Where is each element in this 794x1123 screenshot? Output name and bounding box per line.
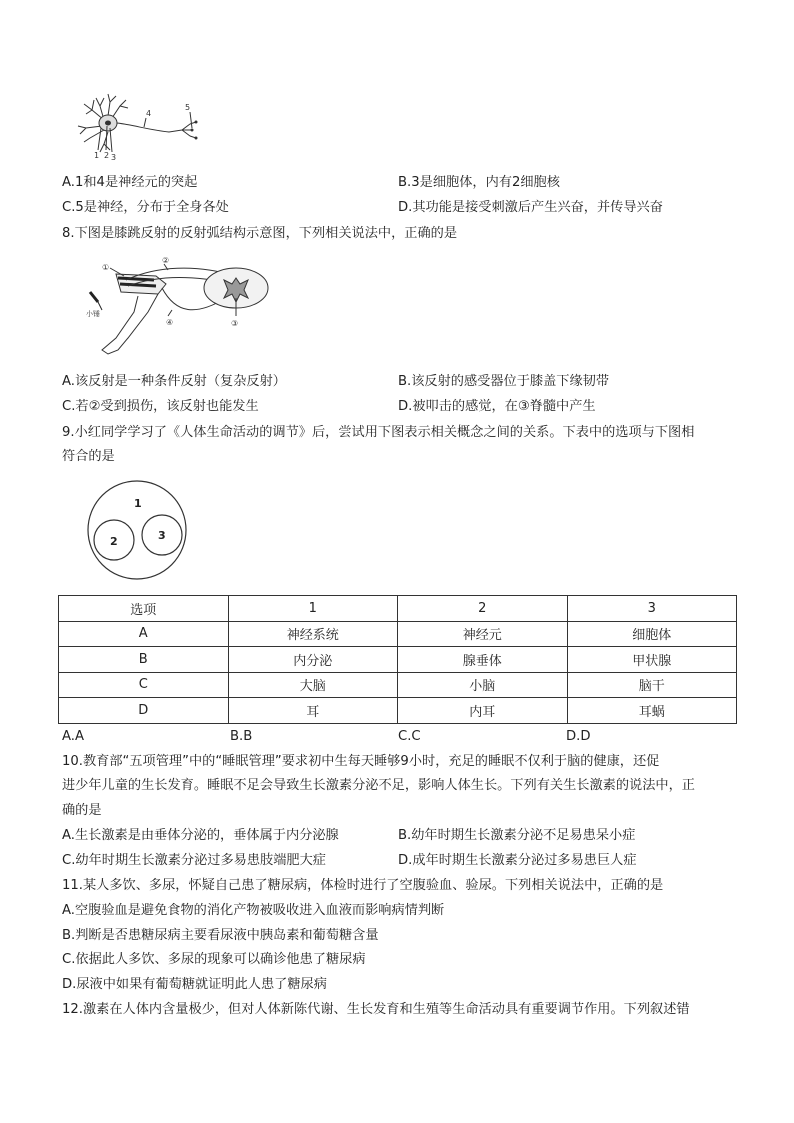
q7-option-d[interactable]: D.其功能是接受刺激后产生兴奋，并传导兴奋: [398, 200, 663, 215]
q8-option-b[interactable]: B.该反射的感受器位于膝盖下缘韧带: [398, 374, 610, 389]
table-cell: 耳: [228, 698, 398, 724]
q9-options-table: [58, 595, 737, 724]
q9-option-c[interactable]: C.C: [398, 729, 421, 744]
table-cell: 小脑: [398, 672, 568, 698]
reflex-label-1: ①: [102, 263, 110, 272]
q10-stem-line3: 确的是: [62, 803, 102, 818]
q9-stem-line2: 符合的是: [62, 449, 115, 464]
table-cell: 内分泌: [228, 647, 398, 673]
neuron-label-1: 1: [94, 151, 100, 160]
reflex-label-2: ②: [162, 256, 170, 265]
q12-stem: 12.激素在人体内含量极少，但对人体新陈代谢、生长发育和生殖等生命活动具有重要调节作用。下列叙述错: [62, 1002, 690, 1017]
concept-circles-diagram: [84, 481, 194, 581]
q10-option-b[interactable]: B.幼年时期生长激素分泌不足易患呆小症: [398, 828, 636, 843]
q10-option-c[interactable]: C.幼年时期生长激素分泌过多易患肢端肥大症: [62, 853, 326, 868]
table-cell: 腺垂体: [398, 647, 568, 673]
q11-option-c[interactable]: C.依据此人多饮、多尿的现象可以确诊他患了糖尿病: [62, 952, 366, 967]
reflex-label-3: ③: [231, 319, 239, 328]
table-cell: A: [59, 621, 229, 647]
q11-stem: 11.某人多饮、多尿，怀疑自己患了糖尿病，体检时进行了空腹验血、验尿。下列相关说法中，正确的是: [62, 878, 664, 893]
table-cell: 脑干: [567, 672, 737, 698]
neuron-label-2: 2: [104, 151, 110, 160]
q11-option-d[interactable]: D.尿液中如果有葡萄糖就证明此人患了糖尿病: [62, 977, 327, 992]
q10-stem-line1: 10.教育部“五项管理”中的“睡眠管理”要求初中生每天睡够9小时，充足的睡眠不仅利于脑的健康，还促: [62, 754, 660, 769]
q7-option-c[interactable]: C.5是神经，分布于全身各处: [62, 200, 229, 215]
circle-label-1: 1: [134, 497, 142, 510]
table-cell: D: [59, 698, 229, 724]
q8-option-a[interactable]: A.该反射是一种条件反射（复杂反射）: [62, 374, 286, 389]
table-cell: 细胞体: [567, 621, 737, 647]
table-cell: 甲状腺: [567, 647, 737, 673]
q7-option-a[interactable]: A.1和4是神经元的突起: [62, 175, 198, 190]
q10-option-d[interactable]: D.成年时期生长激素分泌过多易患巨人症: [398, 853, 637, 868]
q9-option-d[interactable]: D.D: [566, 729, 591, 744]
q10-stem-line2: 进少年儿童的生长发育。睡眠不足会导致生长激素分泌不足，影响人体生长。下列有关生长激素的说法中，正: [62, 778, 695, 793]
table-cell: 神经系统: [228, 621, 398, 647]
table-cell: 神经元: [398, 621, 568, 647]
reflex-label-4: ④: [166, 318, 174, 327]
hammer-label: 小锤: [86, 310, 100, 318]
table-cell: 耳蜗: [567, 698, 737, 724]
neuron-label-3: 3: [111, 153, 117, 162]
q8-option-d[interactable]: D.被叩击的感觉，在③脊髓中产生: [398, 399, 596, 414]
q9-option-a[interactable]: A.A: [62, 729, 85, 744]
table-header-row: [59, 596, 737, 622]
table-cell: 大脑: [228, 672, 398, 698]
neuron-label-4: 4: [146, 109, 152, 118]
table-header-cell: 选项: [59, 596, 229, 622]
knee-reflex-figure: [86, 254, 276, 359]
q11-option-a[interactable]: A.空腹验血是避免食物的消化产物被吸收进入血液而影响病情判断: [62, 903, 445, 918]
neuron-label-5: 5: [185, 103, 191, 112]
q8-stem: 8.下图是膝跳反射的反射弧结构示意图，下列相关说法中，正确的是: [62, 226, 458, 241]
table-cell: C: [59, 672, 229, 698]
circle-label-2: 2: [110, 535, 118, 548]
table-row: [59, 672, 737, 698]
table-row: [59, 698, 737, 724]
table-row: [59, 647, 737, 673]
q10-option-a[interactable]: A.生长激素是由垂体分泌的，垂体属于内分泌腺: [62, 828, 339, 843]
table-cell: 内耳: [398, 698, 568, 724]
circle-label-3: 3: [158, 529, 166, 542]
q11-option-b[interactable]: B.判断是否患糖尿病主要看尿液中胰岛素和葡萄糖含量: [62, 928, 379, 943]
table-header-cell: 1: [228, 596, 398, 622]
table-cell: B: [59, 647, 229, 673]
q9-stem-line1: 9.小红同学学习了《人体生命活动的调节》后，尝试用下图表示相关概念之间的关系。下表中的选项与下图相: [62, 425, 695, 440]
q7-option-b[interactable]: B.3是细胞体，内有2细胞核: [398, 175, 560, 190]
table-header-cell: 2: [398, 596, 568, 622]
neuron-figure: [74, 92, 214, 162]
table-header-cell: 3: [567, 596, 737, 622]
q8-option-c[interactable]: C.若②受到损伤，该反射也能发生: [62, 399, 259, 414]
q9-option-b[interactable]: B.B: [230, 729, 253, 744]
table-row: [59, 621, 737, 647]
circle-1: [88, 481, 186, 579]
